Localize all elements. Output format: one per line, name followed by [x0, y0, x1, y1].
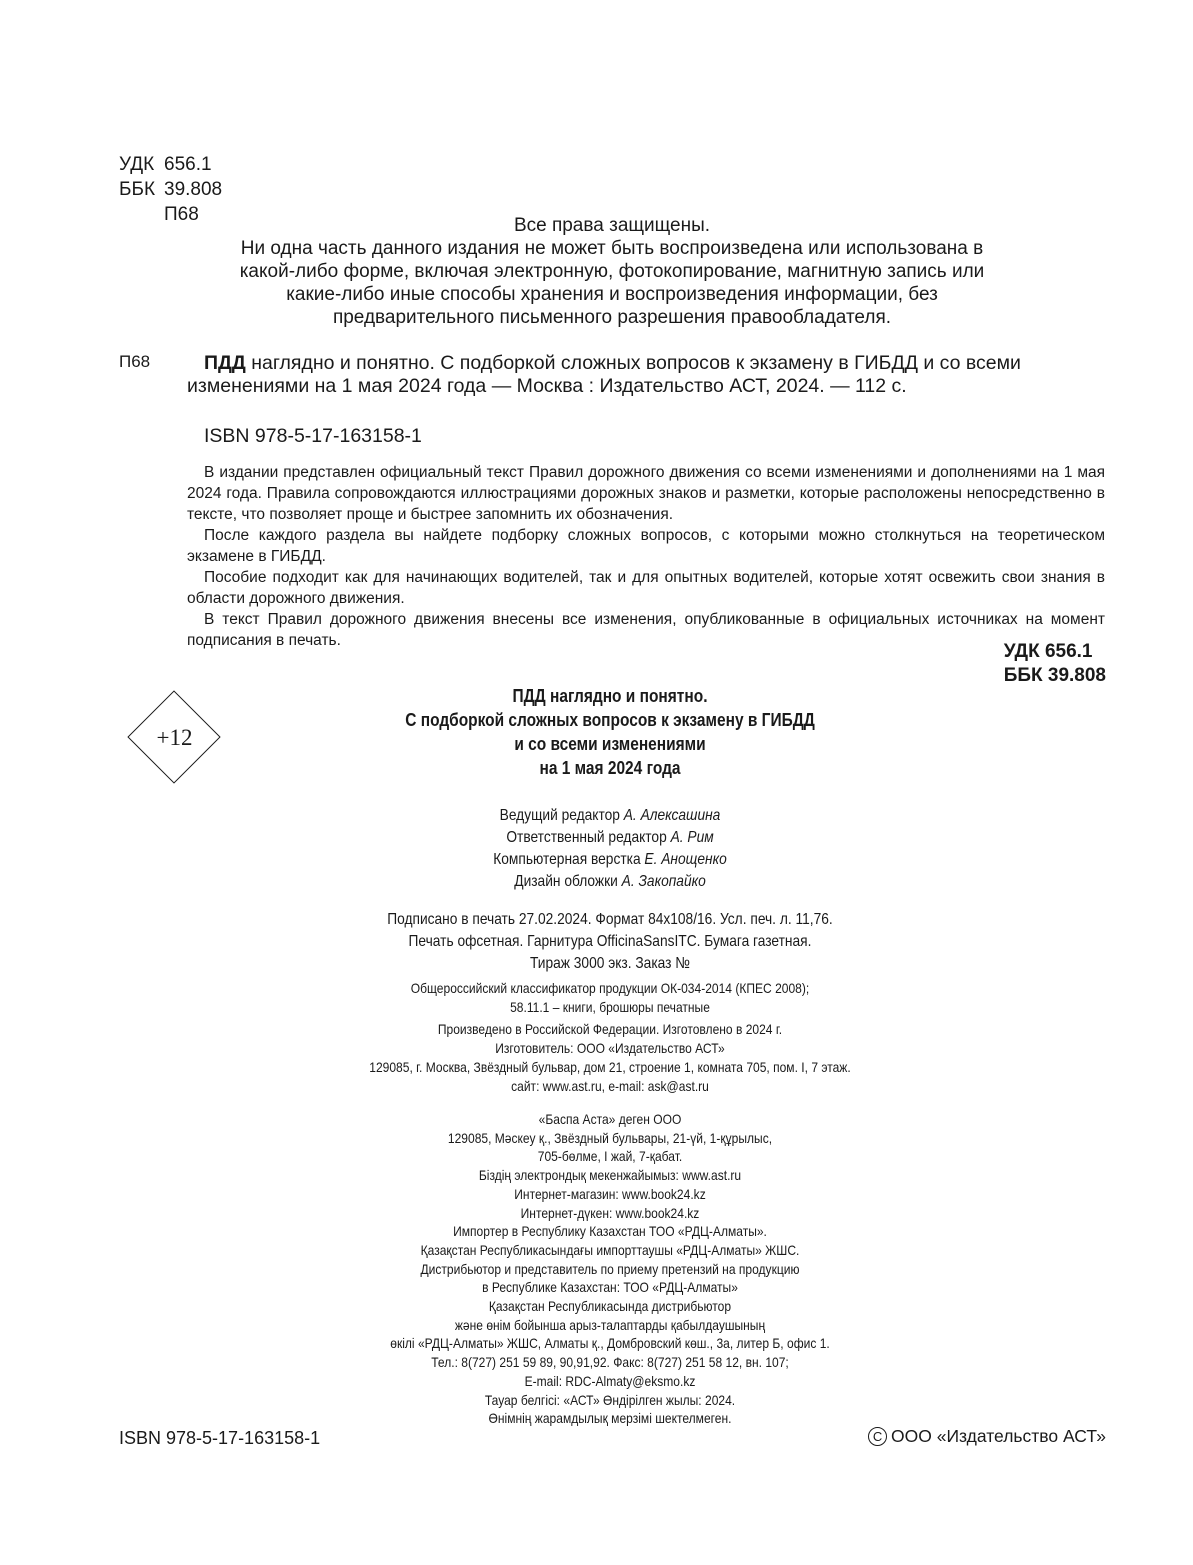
age-rating-text: +12 — [156, 724, 193, 750]
title-line: С подборкой сложных вопросов к экзамену в ГИБДД — [405, 710, 815, 730]
kazakhstan-info — [280, 1110, 940, 1428]
kz-line: Өнімнің жарамдылық мерзімі шектелмеген. — [488, 1410, 732, 1427]
biblio-line-1: наглядно и понятно. С подборкой сложных вопросов к экзамену в ГИБДД и со всеми — [245, 352, 1021, 374]
product-classifier — [280, 979, 940, 1017]
age-rating-badge — [127, 690, 222, 785]
manufacturer-line: сайт: www.ast.ru, e-mail: ask@ast.ru — [511, 1078, 709, 1094]
udk-bold: УДК 656.1 — [1003, 641, 1093, 662]
rights-line: какой-либо форме, включая электронную, фотокопирование, магнитную запись или — [239, 261, 985, 282]
credit-role: Ведущий редактор — [499, 807, 624, 824]
credit-role: Компьютерная верстка — [493, 851, 645, 868]
credit-line — [369, 805, 851, 827]
credit-name: А. Закопайко — [621, 873, 706, 890]
rights-line: Все права защищены. — [513, 215, 711, 236]
kz-line: Қазақстан Республикасындағы импорттаушы «РДЦ-Алматы» ЖШС. — [420, 1241, 800, 1258]
print-line: Подписано в печать 27.02.2024. Формат 84x108/16. Усл. печ. л. 11,76. — [387, 911, 833, 928]
kz-line: «Баспа Аста» деген ООО — [538, 1111, 682, 1127]
credits — [330, 805, 890, 893]
bibliographic-record — [187, 352, 1112, 398]
kz-line: өкілі «РДЦ-Алматы» ЖШС, Алматы қ., Домбровский көш., 3а, литер Б, офис 1. — [390, 1335, 830, 1352]
kz-line: Біздің электрондық мекенжайымыз: www.ast.ru — [478, 1167, 742, 1184]
print-details — [280, 909, 940, 975]
print-line: Печать офсетная. Гарнитура OfficinaSansITC. Бумага газетная. — [408, 933, 812, 950]
kz-line: Тел.: 8(727) 251 59 89, 90,91,92. Факс: 8(727) 251 58 12, вн. 107; — [431, 1354, 789, 1371]
kz-line: в Республике Казахстан: ТОО «РДЦ-Алматы» — [482, 1279, 738, 1296]
isbn-top: ISBN 978-5-17-163158-1 — [204, 425, 422, 447]
kz-line: Қазақстан Республикасында дистрибьютор — [488, 1298, 732, 1315]
credit-name: А. Рим — [670, 829, 714, 846]
credit-line — [369, 849, 851, 871]
abstract-paragraph: После каждого раздела вы найдете подборку сложных вопросов, с которыми можно столкнуться на теоретическом экзамене в ГИБДД. — [187, 527, 1105, 565]
copyright-holder: ООО «Издательство АСТ» — [891, 1426, 1106, 1446]
classification-codes-bold — [1004, 640, 1106, 688]
manufacturer-line: 129085, г. Москва, Звёздный бульвар, дом 21, строение 1, комната 705, пом. I, 7 этаж. — [369, 1059, 851, 1075]
bbk-value: 39.808 — [164, 179, 223, 200]
copyright — [868, 1426, 1106, 1447]
bbk-label: ББК — [119, 179, 156, 200]
manufacturer-info — [280, 1020, 940, 1096]
rights-line: предварительного письменного разрешения правообладателя. — [332, 307, 892, 328]
title-line: ПДД наглядно и понятно. — [512, 686, 708, 706]
classifier-line: 58.11.1 – книги, брошюры печатные — [510, 999, 710, 1015]
biblio-bold-title: ПДД — [204, 352, 246, 374]
credit-name: Е. Анощенко — [644, 851, 727, 868]
classifier-line: Общероссийский классификатор продукции ОК-034-2014 (КПЕС 2008); — [410, 980, 810, 996]
kz-line: 705-бөлме, I жай, 7-қабат. — [537, 1148, 683, 1165]
udk-label: УДК — [119, 154, 155, 175]
credit-line — [369, 827, 851, 849]
kz-line: 129085, Мәскеу қ., Звёздный бульвары, 21-үй, 1-құрылыс, — [447, 1129, 773, 1146]
kz-line: E-mail: RDC-Almaty@eksmo.kz — [524, 1372, 696, 1389]
rights-line: Ни одна часть данного издания не может быть воспроизведена или использована в — [240, 238, 984, 259]
credit-role: Дизайн обложки — [514, 873, 622, 890]
bbk-bold: ББК 39.808 — [1003, 665, 1106, 686]
abstract — [187, 462, 1105, 651]
abstract-paragraph: В текст Правил дорожного движения внесены все изменения, опубликованные в официальных источниках на момент подписания в печать. — [187, 611, 1105, 649]
manufacturer-line: Изготовитель: ООО «Издательство АСТ» — [495, 1040, 725, 1056]
credit-name: А. Алексашина — [623, 807, 721, 824]
credit-role: Ответственный редактор — [506, 829, 671, 846]
abstract-paragraph: Пособие подходит как для начинающих водителей, так и для опытных водителей, которые хотят освежить свои знания в области дорожного движения. — [187, 569, 1105, 607]
kz-line: және өнім бойынша арыз-талаптарды қабылдаушының — [454, 1316, 766, 1333]
print-line: Тираж 3000 экз. Заказ № — [529, 955, 691, 972]
copyright-icon: C — [868, 1427, 887, 1446]
author-mark: П68 — [164, 204, 199, 225]
title-line: и со всеми изменениями — [514, 734, 706, 754]
isbn-bottom: ISBN 978-5-17-163158-1 — [119, 1428, 321, 1448]
kz-line: Тауар белгісі: «АСТ» Өндірілген жылы: 2024. — [484, 1391, 736, 1408]
manufacturer-line: Произведено в Российской Федерации. Изготовлено в 2024 г. — [437, 1021, 783, 1037]
title-line: на 1 мая 2024 года — [539, 758, 681, 778]
biblio-line-2: изменениями на 1 мая 2024 года — Москва : Издательство АСТ, 2024. — 112 с. — [187, 375, 907, 397]
kz-line: Дистрибьютор и представитель по приему претензий на продукцию — [420, 1260, 800, 1277]
rights-notice — [180, 214, 1044, 329]
rights-line: какие-либо иные способы хранения и воспроизведения информации, без — [286, 284, 938, 305]
credit-line — [369, 871, 851, 893]
book-title — [330, 684, 890, 780]
kz-line: Импортер в Республику Казахстан ТОО «РДЦ-Алматы». — [453, 1223, 767, 1240]
udk-value: 656.1 — [164, 154, 212, 175]
kz-line: Интернет-магазин: www.book24.kz — [514, 1185, 706, 1202]
biblio-mark: П68 — [119, 352, 151, 371]
abstract-paragraph: В издании представлен официальный текст Правил дорожного движения со всеми изменениями и дополнениями на 1 мая 2024 года. Правила сопровождаются иллюстрациями дорожных знаков и разметки, которые расположены непосредственно в тексте, что позволяет проще и быстрее запомнить их обозначения. — [187, 464, 1105, 523]
kz-line: Интернет-дүкен: www.book24.kz — [520, 1204, 700, 1221]
